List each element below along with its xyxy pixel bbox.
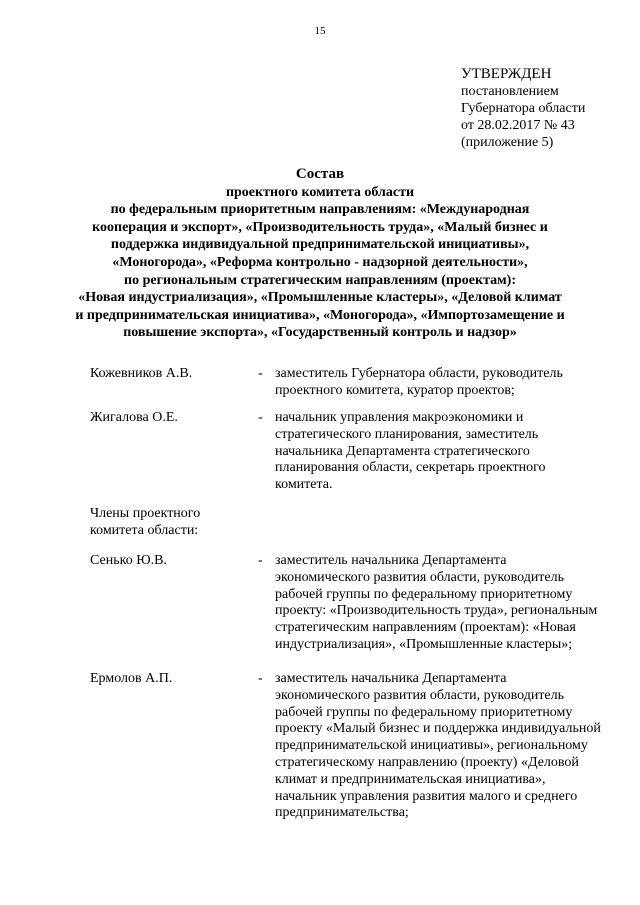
role-line: стратегическому направлению (проекту) «Деловой [275, 754, 579, 770]
role-line: рабочей группы по федеральному приоритетному [275, 704, 573, 720]
members-heading [90, 506, 200, 540]
role-line: начальник управления макроэкономики и [275, 410, 524, 425]
role-line: заместитель Губернатора области, руководитель [275, 366, 563, 381]
member-name: Ермолов А.П. [90, 671, 173, 686]
role-line: предпринимательства; [275, 805, 409, 821]
role-line: начальника Департамента стратегического [275, 443, 530, 459]
title-line: кооперация и экспорт», «Производительность труда», «Малый бизнес и [92, 219, 548, 235]
approval-stamp [461, 66, 585, 151]
role-line: проектного комитета, куратор проектов; [275, 382, 515, 398]
role-line: индустриализация», «Промышленные кластеры»; [275, 636, 573, 652]
dash: - [258, 553, 263, 568]
role-line: проекту «Малый бизнес и поддержка индивидуальной [275, 721, 601, 737]
dash: - [258, 410, 263, 425]
role-line: климат и предпринимательская инициатива», [275, 771, 546, 787]
member-role [275, 366, 625, 400]
approval-line: Губернатора области [461, 101, 586, 116]
role-line: стратегического планирования, заместитель [275, 426, 539, 442]
role-line: экономического развития области, руководитель [275, 687, 565, 703]
role-line: планирования области, секретарь проектного [275, 460, 546, 476]
title-line: проектного комитета области [225, 184, 415, 200]
role-line: предпринимательской инициативы», региональному [275, 738, 588, 754]
role-line: заместитель начальника Департамента [275, 671, 507, 686]
members-heading-line: Члены проектного [90, 506, 201, 521]
member-name: Сенько Ю.В. [90, 553, 167, 568]
member-role [275, 410, 625, 494]
role-line: проекту: «Производительность труда», региональным [275, 603, 598, 619]
dash: - [258, 366, 263, 381]
title-line: и предпринимательская инициатива», «Моногорода», «Импортозамещение и [75, 307, 565, 323]
role-line: стратегическим направлениям (проектам): «Новая [275, 620, 576, 636]
member-name: Жигалова О.Е. [90, 410, 178, 425]
approval-line: от 28.02.2017 № 43 [461, 118, 575, 133]
approval-line: (приложение 5) [461, 135, 554, 150]
title-line: Состав [295, 166, 345, 182]
title-line: «Моногорода», «Реформа контрольно - надзорной деятельности», [112, 254, 528, 270]
member-name: Кожевников А.В. [90, 366, 193, 381]
approval-line: постановлением [461, 84, 559, 99]
role-line: комитета. [275, 477, 333, 493]
title-line: поддержка индивидуальной предпринимательской инициативы», [110, 237, 530, 253]
member-role [275, 553, 625, 654]
title-line: по региональным стратегическим направлениям (проектам): [124, 272, 516, 288]
document-title [0, 166, 640, 342]
role-line: заместитель начальника Департамента [275, 553, 507, 568]
title-line: «Новая индустриализация», «Промышленные кластеры», «Деловой климат [78, 290, 562, 306]
role-line: экономического развития области, руководитель [275, 569, 565, 585]
title-line: по федеральным приоритетным направлениям: «Международная [110, 202, 530, 218]
title-line: повышение экспорта», «Государственный контроль и надзор» [123, 325, 517, 341]
page-number: 15 [314, 25, 326, 37]
approval-heading: УТВЕРЖДЕН [461, 66, 552, 82]
members-heading-line: комитета области: [90, 522, 199, 538]
role-line: рабочей группы по федеральному приоритетному [275, 586, 573, 602]
member-role [275, 671, 625, 822]
role-line: начальник управления развития малого и среднего [275, 788, 578, 804]
dash: - [258, 671, 263, 686]
